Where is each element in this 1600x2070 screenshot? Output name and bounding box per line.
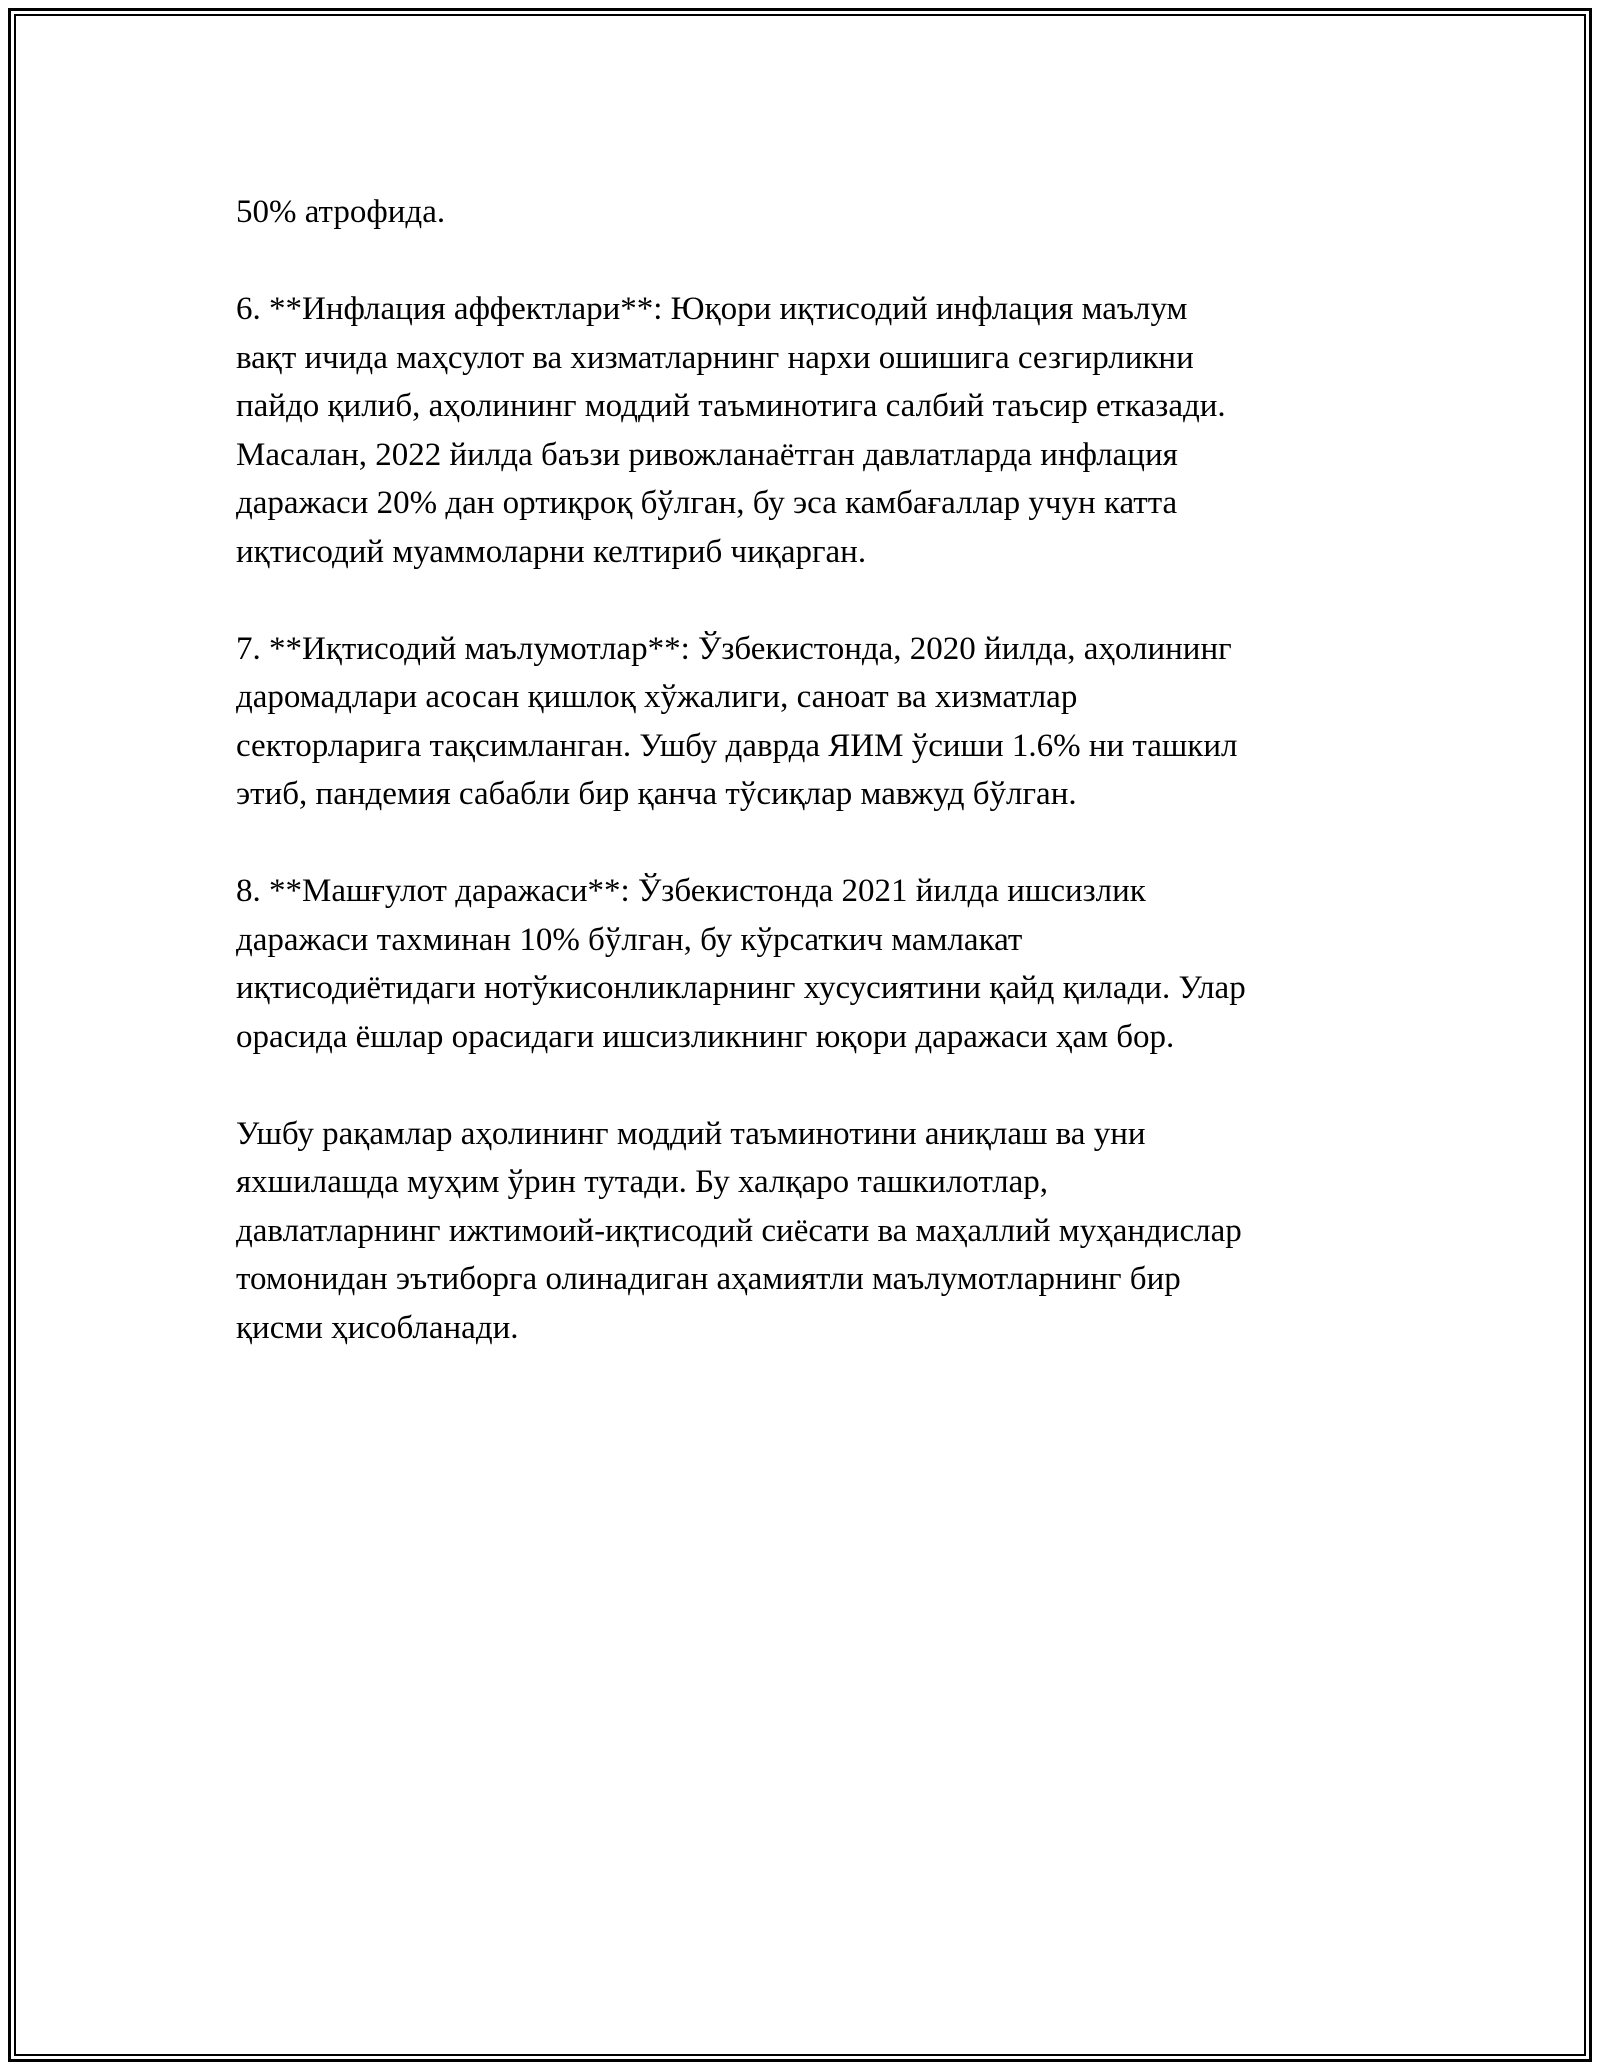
text-line: 50% атрофида. bbox=[236, 194, 446, 230]
document-body bbox=[236, 188, 1376, 1401]
text-line: этиб, пандемия сабабли бир қанча тўсиқлар мавжуд бўлган. bbox=[236, 776, 1077, 812]
paragraph-item-8-employment bbox=[236, 867, 1376, 1061]
paragraph-item-7-economic-data bbox=[236, 625, 1376, 819]
text-line: секторларига тақсимланган. Ушбу даврда ЯИМ ўсиши 1.6% ни ташкил bbox=[236, 727, 1238, 764]
text-line: давлатларнинг ижтимоий-иқтисодий сиёсати ва маҳаллий муҳандислар bbox=[236, 1212, 1242, 1249]
text-line: Масалан, 2022 йилда баъзи ривожланаётган давлатларда инфлация bbox=[236, 436, 1178, 473]
text-line: Ушбу рақамлар аҳолининг моддий таъминотини аниқлаш ва уни bbox=[236, 1115, 1146, 1152]
text-line: қисми ҳисобланади. bbox=[236, 1309, 519, 1346]
text-line: даражаси 20% дан ортиқроқ бўлган, бу эса камбағаллар учун катта bbox=[236, 485, 1178, 521]
text-line: пайдо қилиб, аҳолининг моддий таъминотига салбий таъсир етказади. bbox=[236, 388, 1226, 424]
text-line: иқтисодий муаммоларни келтириб чиқарган. bbox=[236, 533, 867, 570]
text-line: 7. **Иқтисодий маълумотлар**: Ўзбекистонда, 2020 йилда, аҳолининг bbox=[236, 630, 1232, 667]
paragraph-item-6-inflation bbox=[236, 285, 1376, 576]
text-line: даромадлари асосан қишлоқ хўжалиги, саноат ва хизматлар bbox=[236, 679, 1078, 715]
paragraph-conclusion bbox=[236, 1110, 1376, 1353]
paragraph-continuation bbox=[236, 188, 1376, 237]
text-line: вақт ичида маҳсулот ва хизматларнинг нархи ошишига сезгирликни bbox=[236, 339, 1194, 376]
text-line: яхшилашда муҳим ўрин тутади. Бу халқаро ташкилотлар, bbox=[236, 1164, 1048, 1200]
text-line: томонидан эътиборга олинадиган аҳамиятли маълумотларнинг бир bbox=[236, 1261, 1181, 1297]
text-line: орасида ёшлар орасидаги ишсизликнинг юқори даражаси ҳам бор. bbox=[236, 1018, 1175, 1055]
text-line: иқтисодиётидаги нотўкисонликларнинг хусусиятини қайд қилади. Улар bbox=[236, 970, 1246, 1006]
text-line: 6. **Инфлация аффектлари**: Юқори иқтисодий инфлация маълум bbox=[236, 291, 1188, 327]
text-line: 8. **Машғулот даражаси**: Ўзбекистонда 2021 йилда ишсизлик bbox=[236, 873, 1146, 909]
text-line: даражаси тахминан 10% бўлган, бу кўрсаткич мамлакат bbox=[236, 921, 1023, 958]
